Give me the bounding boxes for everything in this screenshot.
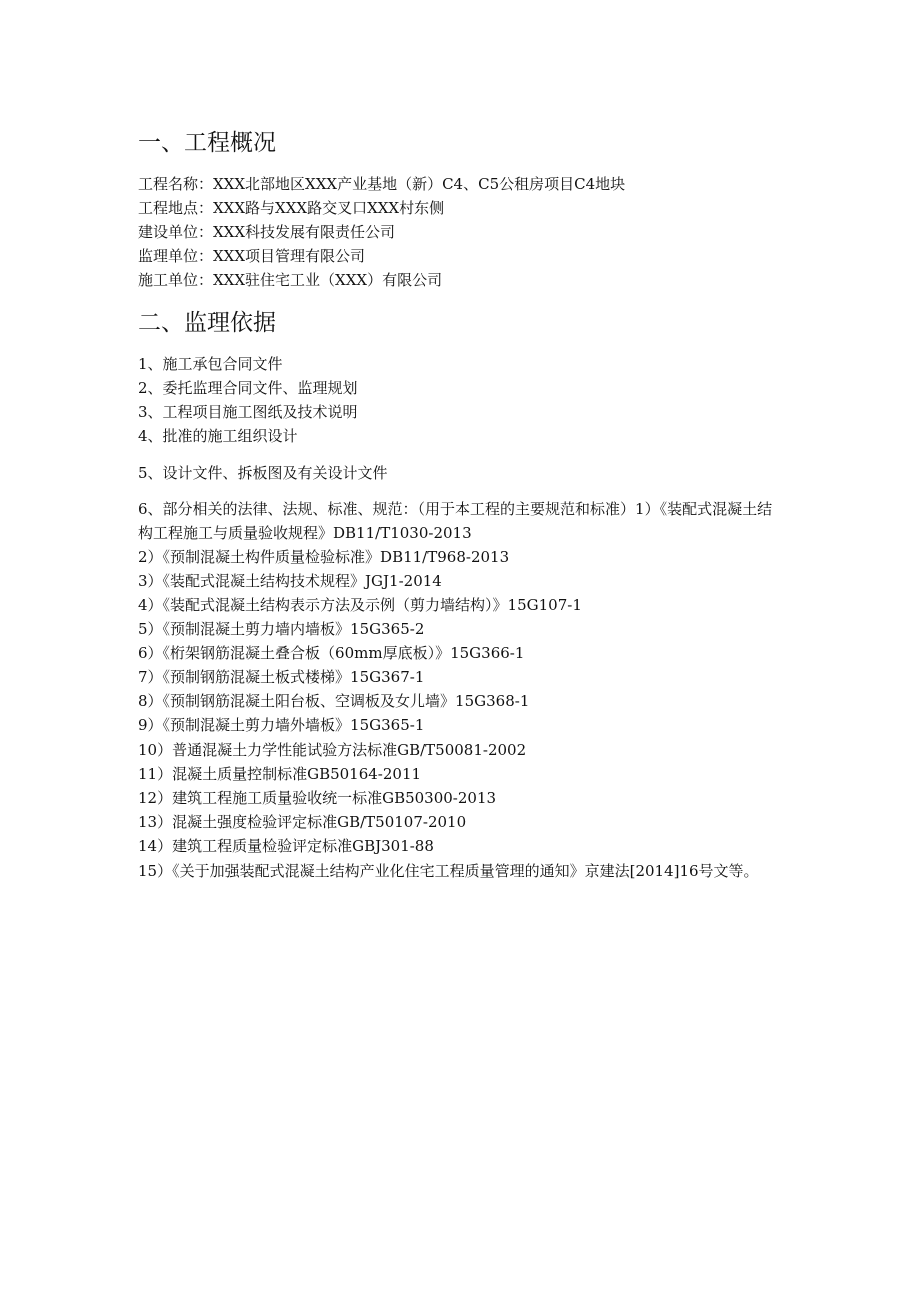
basis-item-3: 3、工程项目施工图纸及技术说明 <box>138 403 358 421</box>
standard-item-13: 13）混凝土强度检验评定标准GB/T50107-2010 <box>138 813 467 831</box>
project-name-line: 工程名称：XXX北部地区XXX产业基地（新）C4、C5公租房项目C4地块 <box>138 175 626 193</box>
standard-item-14: 14）建筑工程质量检验评定标准GBJ301-88 <box>138 837 434 855</box>
standard-item-8: 8）《预制钢筋混凝土阳台板、空调板及女儿墙》15G368-1 <box>138 692 530 710</box>
project-location-line: 工程地点：XXX路与XXX路交叉口XXX村东侧 <box>138 199 445 217</box>
standard-item-11: 11）混凝土质量控制标准GB50164-2011 <box>138 765 422 783</box>
basis-item-1: 1、施工承包合同文件 <box>138 355 283 373</box>
standard-item-4: 4）《装配式混凝土结构表示方法及示例（剪力墙结构）》15G107-1 <box>138 596 582 614</box>
standard-item-3: 3）《装配式混凝土结构技术规程》JGJ1-2014 <box>138 572 442 590</box>
basis-item-6: 6、部分相关的法律、法规、标准、规范：（用于本工程的主要规范和标准）1）《装配式混凝土结构工程施工与质量验收规程》DB11/T1030-2013 <box>138 500 773 542</box>
standard-item-12: 12）建筑工程施工质量验收统一标准GB50300-2013 <box>138 789 497 807</box>
basis-item-5: 5、设计文件、拆板图及有关设计文件 <box>138 464 388 482</box>
basis-item-2: 2、委托监理合同文件、监理规划 <box>138 379 358 397</box>
standard-item-15: 15）《关于加强装配式混凝土结构产业化住宅工程质量管理的通知》京建法[2014]16号文等。 <box>138 862 759 880</box>
standard-item-5: 5）《预制混凝土剪力墙内墙板》15G365-2 <box>138 620 425 638</box>
construction-unit-line: 建设单位：XXX科技发展有限责任公司 <box>138 223 396 241</box>
standard-item-9: 9）《预制混凝土剪力墙外墙板》15G365-1 <box>138 716 425 734</box>
standard-item-2: 2）《预制混凝土构件质量检验标准》DB11/T968-2013 <box>138 548 510 566</box>
section-heading-basis: 二、监理依据 <box>138 310 276 336</box>
standard-item-6: 6）《桁架钢筋混凝土叠合板（60mm厚底板）》15G366-1 <box>138 644 525 662</box>
section-heading-overview: 一、工程概况 <box>138 130 276 156</box>
contractor-unit-line: 施工单位：XXX驻住宅工业（XXX）有限公司 <box>138 271 443 289</box>
basis-item-4: 4、批准的施工组织设计 <box>138 427 298 445</box>
supervision-unit-line: 监理单位：XXX项目管理有限公司 <box>138 247 366 265</box>
standard-item-7: 7）《预制钢筋混凝土板式楼梯》15G367-1 <box>138 668 425 686</box>
standard-item-10: 10）普通混凝土力学性能试验方法标准GB/T50081-2002 <box>138 741 527 759</box>
